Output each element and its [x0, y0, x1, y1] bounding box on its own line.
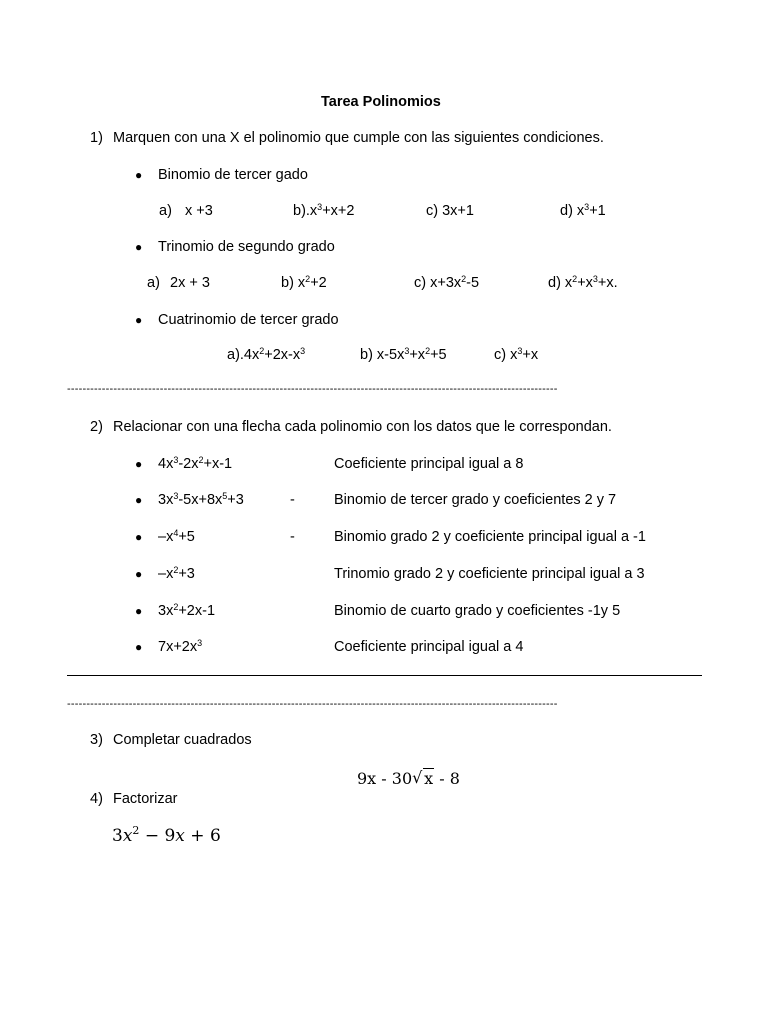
q4-expression: $3x^2 - 9x + 6$: [112, 824, 221, 846]
q2-desc-2: Binomio de tercer grado y coeficientes 2 y 7: [334, 492, 617, 508]
bullet-icon: ●: [135, 457, 143, 471]
q1-g2-option-a: 2x + 3: [170, 275, 210, 291]
bullet-icon: ●: [135, 530, 143, 544]
q2-poly-4: $-x^2+3$: [158, 565, 195, 582]
bullet-icon: ●: [135, 604, 143, 618]
q1-g2-option-c: c) $x+3x^2-5$: [414, 274, 480, 291]
q1-g3-option-c: c) $x^3+x$: [494, 346, 539, 363]
q3-expression: 9x - 30√ x - 8: [357, 771, 460, 787]
question-3-number: 3): [90, 732, 103, 748]
q1-g1-option-a-letter: a): [159, 203, 172, 219]
question-2-text: Relacionar con una flecha cada polinomio con los datos que le correspondan.: [113, 419, 612, 435]
q2-poly-3: $-x^4+5$: [158, 528, 195, 545]
q1-g2-option-a-letter: a): [147, 275, 160, 291]
question-4-text: Factorizar: [113, 791, 178, 807]
q2-desc-5: Binomio de cuarto grado y coeficientes -1y 5: [334, 603, 621, 619]
bullet-icon: ●: [135, 168, 143, 182]
solid-separator: [67, 675, 702, 676]
q1-group-3-label: Cuatrinomio de tercer grado: [158, 312, 339, 328]
bullet-icon: ●: [135, 240, 143, 254]
q1-group-2-label: Trinomio de segundo grado: [158, 239, 335, 255]
bullet-icon: ●: [135, 313, 143, 327]
q2-desc-6: Coeficiente principal igual a 4: [334, 639, 524, 655]
q2-poly-1: $4x^3-2x^2+x-1$: [158, 455, 233, 472]
page-title: Tarea Polinomios: [321, 94, 441, 110]
dashed-separator: -------------------------------------------------------------------------------------------------------------------------------: [67, 699, 558, 710]
q1-group-1-label: Binomio de tercer gado: [158, 167, 308, 183]
q1-g1-option-c: c) 3x+1: [426, 203, 474, 219]
q2-desc-3: Binomio grado 2 y coeficiente principal igual a -1: [334, 529, 646, 545]
q1-g3-option-b: b) $x-5x^3+x^2+5$: [360, 346, 447, 363]
bullet-icon: ●: [135, 640, 143, 654]
q2-desc-4: Trinomio grado 2 y coeficiente principal igual a 3: [334, 566, 645, 582]
q1-g2-option-d: d) $x^2+x^3+x$.: [548, 274, 618, 291]
q1-g2-option-b: b) $x^2+2$: [281, 274, 327, 291]
q1-g1-option-a: x +3: [185, 203, 213, 219]
question-1-number: 1): [90, 130, 103, 146]
q2-poly-6: $7x+2x^3$: [158, 638, 203, 655]
question-2-number: 2): [90, 419, 103, 435]
question-1-text: Marquen con una X el polinomio que cumple con las siguientes condiciones.: [113, 130, 604, 146]
q2-dash-2: -: [290, 529, 295, 545]
q2-desc-1: Coeficiente principal igual a 8: [334, 456, 524, 472]
q1-g1-option-d: d) $x^3+1$: [560, 202, 606, 219]
question-3-text: Completar cuadrados: [113, 732, 252, 748]
bullet-icon: ●: [135, 567, 143, 581]
question-4-number: 4): [90, 791, 103, 807]
bullet-icon: ●: [135, 493, 143, 507]
sqrt-icon: √ x: [412, 771, 434, 787]
q1-g1-option-b: $b).x^3+x+2$: [293, 202, 355, 219]
q2-poly-2: $3x^3-5x+8x^5+3$: [158, 491, 244, 508]
dashed-separator: -------------------------------------------------------------------------------------------------------------------------------: [67, 384, 558, 395]
q2-dash-1: -: [290, 492, 295, 508]
q1-g3-option-a: $a).4x^2+2x-x^3$: [227, 346, 306, 363]
q2-poly-5: $3x^2+2x-1$: [158, 602, 216, 619]
